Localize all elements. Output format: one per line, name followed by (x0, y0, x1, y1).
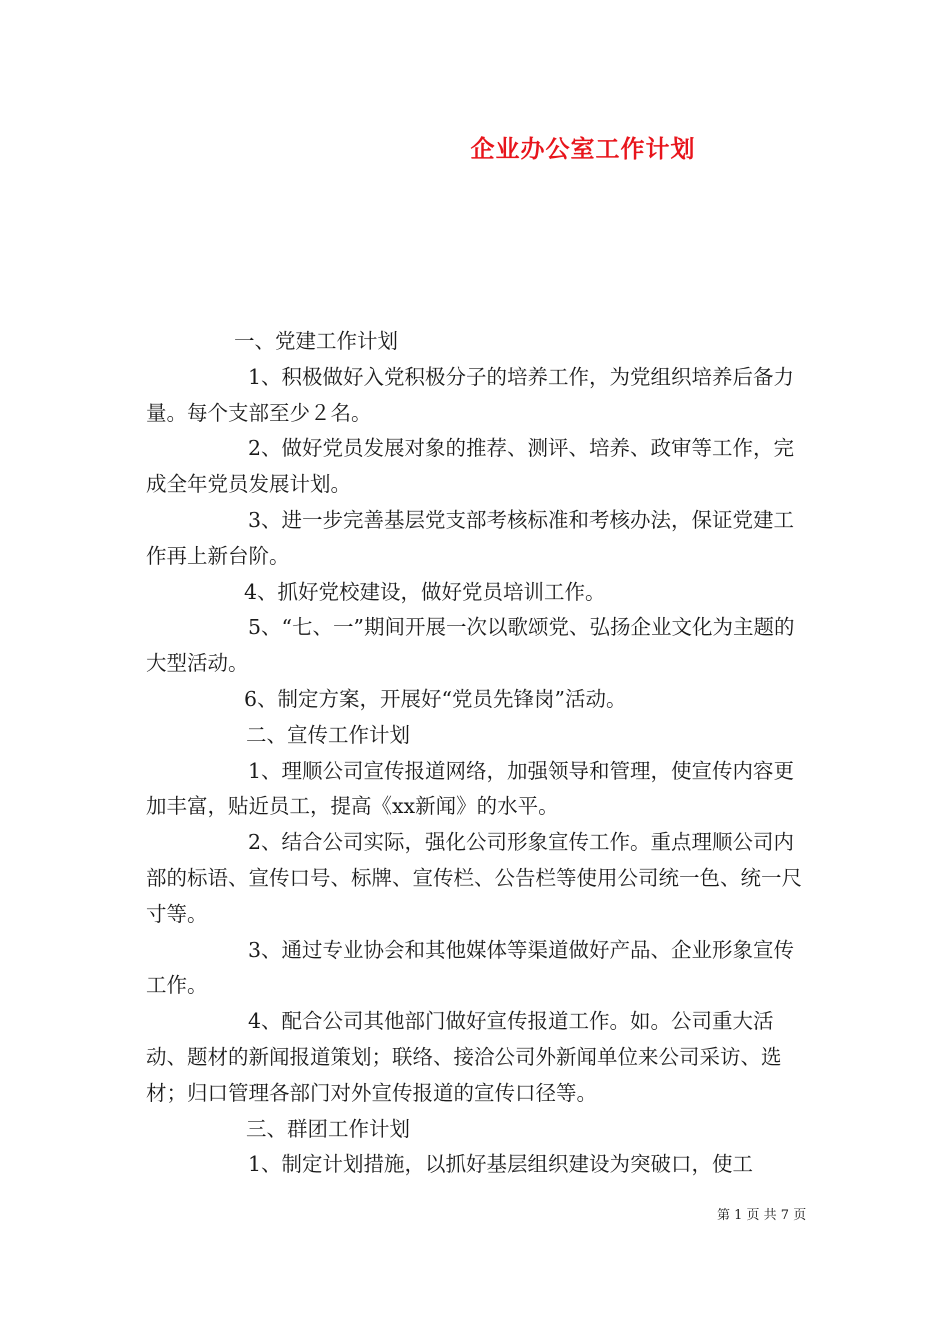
paragraph: 4、抓好党校建设，做好党员培训工作。 (244, 579, 606, 604)
section-heading: 二、宣传工作计划 (246, 722, 410, 747)
paragraph: 5、“七、一”期间开展一次以歌颂党、弘扬企业文化为主题的大型活动。 (146, 615, 795, 676)
document-title: 企业办公室工作计划 (470, 134, 696, 163)
paragraph: 1、积极做好入党积极分子的培养工作，为党组织培养后备力量。每个支部至少２名。 (146, 364, 795, 425)
paragraph: 2、结合公司实际，强化公司形象宣传工作。重点理顺公司内部的标语、宣传口号、标牌、宣传栏、公告栏等使用公司统一色、统一尺寸等。 (146, 830, 802, 926)
page-footer: 第 1 页 共 7 页 (717, 1208, 807, 1223)
paragraph: 4、配合公司其他部门做好宣传报道工作。如。公司重大活动、题材的新闻报道策划；联络、接洽公司外新闻单位来公司采访、选材；归口管理各部门对外宣传报道的宣传口径等。 (146, 1009, 782, 1105)
document-body (146, 324, 810, 1183)
paragraph: 1、理顺公司宣传报道网络，加强领导和管理，使宣传内容更加丰富，贴近员工，提高《xx新闻》的水平。 (146, 758, 795, 819)
paragraph: 3、进一步完善基层党支部考核标准和考核办法，保证党建工作再上新台阶。 (146, 507, 795, 568)
paragraph: 6、制定方案，开展好“党员先锋岗”活动。 (244, 686, 627, 711)
section-heading: 一、党建工作计划 (234, 329, 398, 353)
paragraph: 1、制定计划措施，以抓好基层组织建设为突破口，使工 (248, 1152, 754, 1177)
paragraph: 3、通过专业协会和其他媒体等渠道做好产品、企业形象宣传工作。 (146, 937, 795, 998)
section-heading: 三、群团工作计划 (246, 1116, 410, 1141)
paragraph: 2、做好党员发展对象的推荐、测评、培养、政审等工作，完成全年党员发展计划。 (146, 436, 795, 497)
